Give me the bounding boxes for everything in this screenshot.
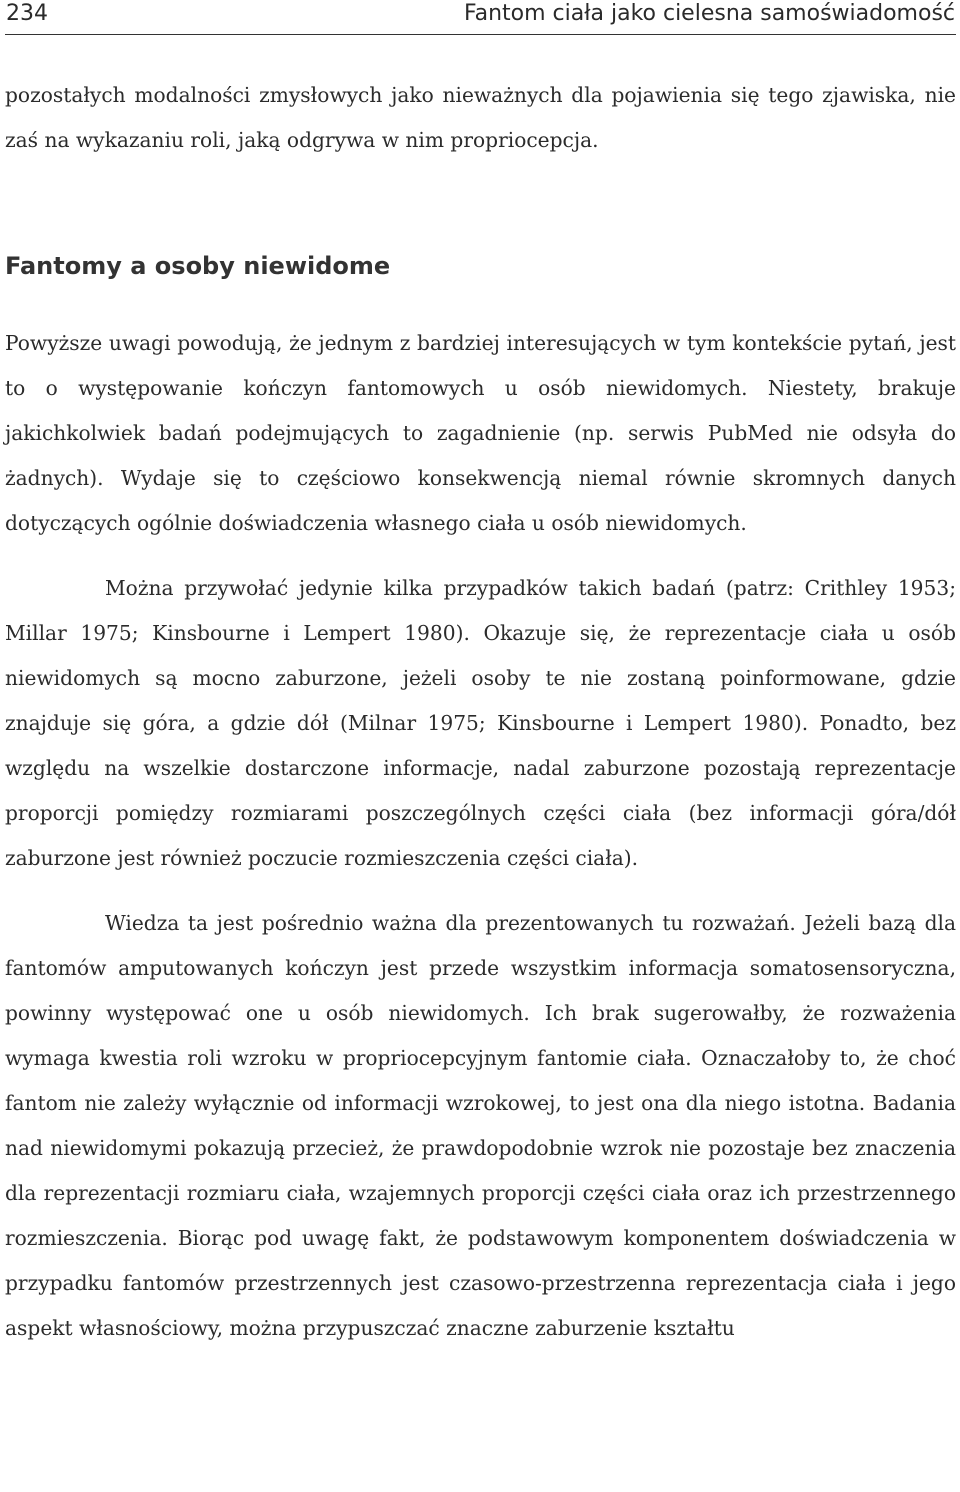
page-number: 234 (6, 1, 48, 26)
paragraph-implications: Wiedza ta jest pośrednio ważna dla prezentowanych tu rozważań. Jeżeli bazą dla fantomów amputowanych kończyn jest przede wszystkim informacja somatosensoryczna, powinny występować one u osób niewidomych. Ich brak sugerowałby, że rozważenia wymaga kwestia roli wzroku w propriocepcyjnym fantomie ciała. Oznaczałoby to, że choć fantom nie zależy wyłącznie od informacji wzrokowej, to jest ona dla niego istotna. Badania nad niewidomymi pokazują przecież, że prawdopodobnie wzrok nie pozostaje bez znaczenia dla reprezentacji rozmiaru ciała, wzajemnych proporcji części ciała oraz ich przestrzennego rozmieszczenia. Biorąc pod uwagę fakt, że podstawowym komponentem doświadczenia w przypadku fantomów przestrzennych jest czasowo-przestrzenna reprezentacja ciała i jego aspekt własnościowy, można przypuszczać znaczne zaburzenie kształtu (5, 911, 956, 1340)
running-header (5, 0, 956, 35)
running-title: Fantom ciała jako cielesna samoświadomość (463, 1, 955, 26)
section-heading: Fantomy a osoby niewidome (5, 252, 391, 280)
paragraph-intro: Powyższe uwagi powodują, że jednym z bardziej interesujących w tym kontekście pytań, jest to o występowanie kończyn fantomowych u osób niewidomych. Niestety, brakuje jakichkolwiek badań podejmujących to zagadnienie (np. serwis PubMed nie odsyła do żadnych). Wydaje się to częściowo konsekwencją niemal równie skromnych danych dotyczących ogólnie doświadczenia własnego ciała u osób niewidomych. (5, 331, 956, 535)
paragraph-case-studies: Można przywołać jedynie kilka przypadków takich badań (patrz: Crithley 1953; Millar 1975; Kinsbourne i Lempert 1980). Okazuje się, że reprezentacje ciała u osób niewidomych są mocno zaburzone, jeżeli osoby te nie zostaną poinformowane, gdzie znajduje się góra, a gdzie dół (Milnar 1975; Kinsbourne i Lempert 1980). Ponadto, bez względu na wszelkie dostarczone informacje, nadal zaburzone pozostają reprezentacje proporcji pomiędzy rozmiarami poszczególnych części ciała (bez informacji góra/dół zaburzone jest również poczucie rozmieszczenia części ciała). (5, 576, 956, 870)
paragraph-continued: pozostałych modalności zmysłowych jako nieważnych dla pojawienia się tego zjawiska, nie zaś na wykazaniu roli, jaką odgrywa w nim propriocepcja. (5, 83, 956, 152)
